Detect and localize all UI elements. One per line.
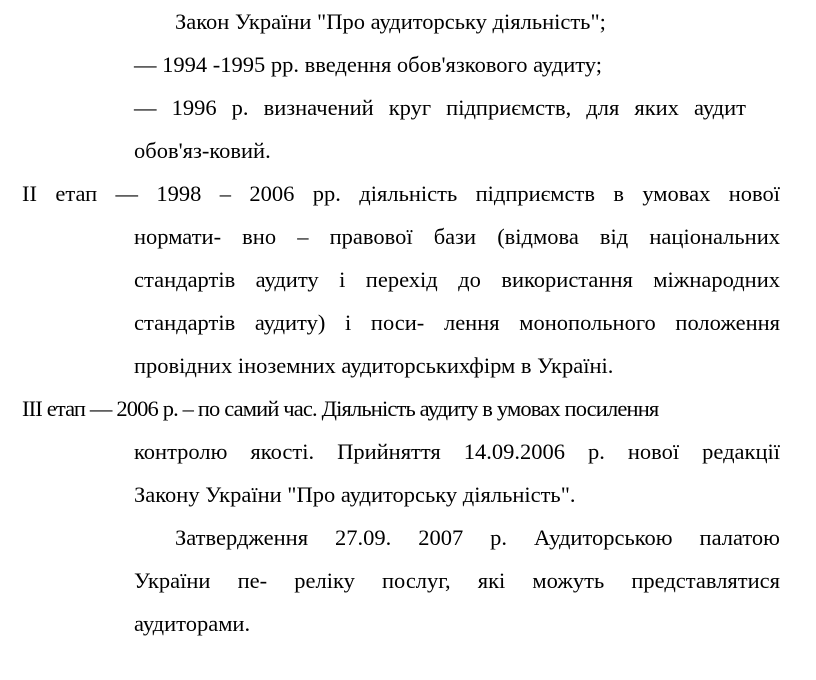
text-line-5: ІІ етап — 1998 – 2006 рр. діяльність підприємств в умовах нової (22, 181, 780, 206)
text-line-8: стандартів аудиту) і поси- лення монопольного положення (134, 310, 780, 335)
text-line-15: аудиторами. (134, 611, 251, 636)
text-line-10: ІІІ етап — 2006 р. – по самий час. Діяльність аудиту в умовах посилення (22, 396, 659, 421)
text-line-14: України пе- реліку послуг, які можуть представлятися (134, 568, 780, 593)
text-line-2: — 1994 -1995 рр. введення обов'язкового аудиту; (134, 52, 602, 77)
text-line-9: провідних іноземних аудиторськихфірм в Україні. (134, 353, 614, 378)
text-line-6: нормати- вно – правової бази (відмова від національних (134, 224, 780, 249)
text-line-3: — 1996 р. визначений круг підприємств, для яких аудит (134, 95, 746, 120)
text-line-13: Затвердження 27.09. 2007 р. Аудиторською палатою (175, 525, 780, 550)
text-line-12: Закону України "Про аудиторську діяльність". (134, 482, 576, 507)
text-line-4: обов'яз-ковий. (134, 138, 271, 163)
text-line-11: контролю якості. Прийняття 14.09.2006 р. нової редакції (134, 439, 780, 464)
text-line-1: Закон України "Про аудиторську діяльність"; (175, 9, 606, 34)
text-line-7: стандартів аудиту і перехід до використання міжнародних (134, 267, 780, 292)
